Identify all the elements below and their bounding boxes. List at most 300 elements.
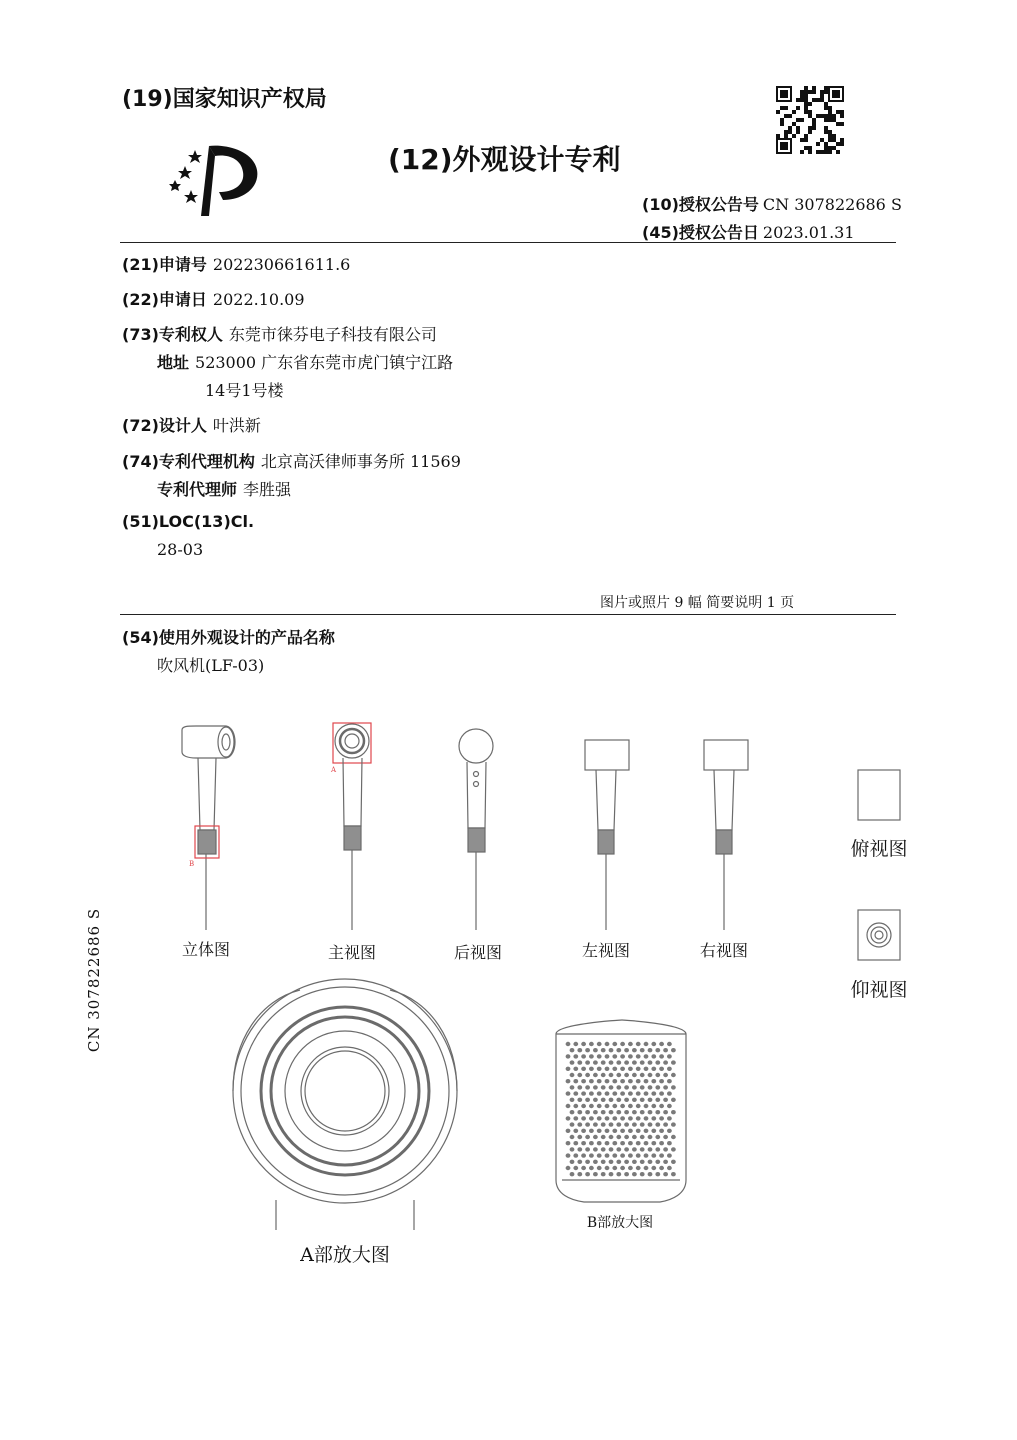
- perforation-dot: [659, 1116, 664, 1120]
- perforation-dot: [581, 1141, 586, 1145]
- perforation-dot: [577, 1098, 582, 1102]
- perforation-dot: [609, 1098, 614, 1102]
- perforation-dot: [605, 1042, 610, 1046]
- perforation-dot: [644, 1141, 649, 1145]
- perforation-dot: [659, 1054, 664, 1058]
- perforation-dot: [667, 1153, 672, 1157]
- perforation-dot: [577, 1122, 582, 1126]
- perforation-dot: [671, 1085, 676, 1089]
- perforation-dot: [655, 1147, 660, 1151]
- perforation-dot: [601, 1060, 606, 1064]
- perforation-dot: [663, 1085, 668, 1089]
- perforation-dot: [581, 1129, 586, 1133]
- front-view-drawing: [333, 723, 371, 930]
- perforation-dot: [609, 1060, 614, 1064]
- perforation-dot: [659, 1067, 664, 1071]
- perforation-dot: [663, 1073, 668, 1077]
- perforation-dot: [648, 1098, 653, 1102]
- perforation-dot: [589, 1116, 594, 1120]
- perforation-dot: [644, 1054, 649, 1058]
- perforation-dot: [573, 1067, 578, 1071]
- perforation-dot: [570, 1060, 575, 1064]
- perforation-dot: [671, 1048, 676, 1052]
- perforation-dot: [636, 1091, 641, 1095]
- perforation-dot: [581, 1067, 586, 1071]
- perforation-dot: [624, 1122, 629, 1126]
- perforation-dot: [609, 1122, 614, 1126]
- perforation-dot: [593, 1048, 598, 1052]
- agent: 李胜强: [243, 480, 292, 499]
- perforation-dot: [570, 1073, 575, 1077]
- marker-a: A: [331, 766, 337, 774]
- perforation-dot: [620, 1153, 625, 1157]
- perforation-dot: [640, 1060, 645, 1064]
- perforation-dot: [616, 1122, 621, 1126]
- perforation-dot: [585, 1060, 590, 1064]
- perforation-dot: [667, 1129, 672, 1133]
- perforation-dot: [628, 1091, 633, 1095]
- perforation-dot: [644, 1129, 649, 1133]
- perforation-dot: [640, 1085, 645, 1089]
- perforation-dot: [616, 1110, 621, 1114]
- perforation-dot: [573, 1054, 578, 1058]
- perforation-dot: [628, 1067, 633, 1071]
- perforation-dot: [671, 1172, 676, 1176]
- perforation-dot: [566, 1116, 571, 1120]
- perforation-dot: [620, 1067, 625, 1071]
- grant-date: 2023.01.31: [762, 223, 855, 242]
- caption-left: 左视图: [581, 941, 631, 960]
- perforation-dot: [601, 1048, 606, 1052]
- perforation-dot: [573, 1116, 578, 1120]
- perforation-dot: [616, 1073, 621, 1077]
- perforation-dot: [648, 1135, 653, 1139]
- perforation-dot: [597, 1054, 602, 1058]
- application-number-label: (21)申请号: [122, 255, 207, 274]
- filing-date: 2022.10.09: [212, 290, 305, 309]
- perforation-dot: [573, 1091, 578, 1095]
- perforation-dot: [570, 1135, 575, 1139]
- perforation-dot: [612, 1042, 617, 1046]
- perforation-dot: [636, 1116, 641, 1120]
- perforation-dot: [609, 1048, 614, 1052]
- perforation-dot: [597, 1091, 602, 1095]
- page-counts: 图片或照片 9 幅 简要说明 1 页: [600, 595, 795, 611]
- detail-a-drawing: [233, 979, 457, 1230]
- perforation-dot: [612, 1067, 617, 1071]
- perforation-dot: [566, 1141, 571, 1145]
- perforation-dot: [644, 1104, 649, 1108]
- right-view-drawing: [704, 740, 748, 930]
- perforation-dot: [655, 1098, 660, 1102]
- perforation-dot: [589, 1153, 594, 1157]
- perforation-dot: [640, 1048, 645, 1052]
- perspective-view-drawing: [182, 726, 235, 930]
- perforation-dot: [644, 1116, 649, 1120]
- perforation-dot: [597, 1104, 602, 1108]
- perforation-dot: [663, 1098, 668, 1102]
- perforation-dot: [597, 1166, 602, 1170]
- perforation-dot: [581, 1116, 586, 1120]
- perforation-dot: [585, 1085, 590, 1089]
- perforation-dot: [636, 1141, 641, 1145]
- perforation-dot: [655, 1060, 660, 1064]
- perforation-dot: [640, 1073, 645, 1077]
- perforation-dot: [640, 1110, 645, 1114]
- perforation-dot: [671, 1098, 676, 1102]
- perforation-dot: [667, 1042, 672, 1046]
- perforation-dot: [577, 1060, 582, 1064]
- perforation-dot: [566, 1153, 571, 1157]
- perforation-dot: [620, 1129, 625, 1133]
- perforation-dot: [585, 1172, 590, 1176]
- perforation-dot: [593, 1135, 598, 1139]
- perforation-dot: [605, 1054, 610, 1058]
- perforation-dot: [609, 1160, 614, 1164]
- perforation-dot: [581, 1079, 586, 1083]
- perforation-dot: [624, 1172, 629, 1176]
- perforation-dot: [644, 1067, 649, 1071]
- perforation-dot: [605, 1166, 610, 1170]
- perforation-dot: [597, 1042, 602, 1046]
- perforation-dot: [573, 1153, 578, 1157]
- detail-b-drawing: [556, 1020, 686, 1202]
- perforation-dot: [593, 1085, 598, 1089]
- perforation-dot: [624, 1110, 629, 1114]
- perforation-dot: [612, 1153, 617, 1157]
- perforation-dot: [612, 1129, 617, 1133]
- perforation-dot: [612, 1079, 617, 1083]
- perforation-dot: [605, 1104, 610, 1108]
- perforation-dot: [589, 1104, 594, 1108]
- perforation-dot: [566, 1104, 571, 1108]
- perforation-dot: [632, 1085, 637, 1089]
- perforation-dot: [616, 1160, 621, 1164]
- perforation-dot: [620, 1141, 625, 1145]
- perforation-dot: [585, 1098, 590, 1102]
- perforation-dot: [585, 1048, 590, 1052]
- perforation-dot: [655, 1085, 660, 1089]
- perforation-dot: [644, 1166, 649, 1170]
- perforation-dot: [667, 1116, 672, 1120]
- perforation-dot: [628, 1116, 633, 1120]
- perforation-dot: [648, 1110, 653, 1114]
- caption-rear: 后视图: [453, 943, 503, 962]
- perforation-dot: [597, 1079, 602, 1083]
- perforation-dot: [566, 1042, 571, 1046]
- perforation-dot: [651, 1042, 656, 1046]
- perforation-dot: [616, 1172, 621, 1176]
- perforation-dot: [566, 1079, 571, 1083]
- agency-label: (74)专利代理机构: [122, 452, 255, 471]
- perforation-dot: [589, 1166, 594, 1170]
- designer-label: (72)设计人: [122, 416, 207, 435]
- perforation-dot: [655, 1135, 660, 1139]
- perforation-dot: [620, 1116, 625, 1120]
- perforation-dot: [663, 1135, 668, 1139]
- perforation-dot: [577, 1172, 582, 1176]
- perforation-dot: [573, 1104, 578, 1108]
- patentee-label: (73)专利权人: [122, 325, 223, 344]
- perforation-dot: [597, 1067, 602, 1071]
- perforation-dot: [585, 1160, 590, 1164]
- perforation-dot: [651, 1153, 656, 1157]
- perforation-dot: [605, 1129, 610, 1133]
- perforation-dot: [667, 1141, 672, 1145]
- caption-top: 俯视图: [850, 838, 908, 860]
- perforation-dot: [644, 1079, 649, 1083]
- perforation-dot: [566, 1054, 571, 1058]
- perforation-dot: [581, 1042, 586, 1046]
- perforation-dot: [671, 1122, 676, 1126]
- perforation-dot: [593, 1122, 598, 1126]
- perforation-dot: [581, 1054, 586, 1058]
- perforation-dot: [632, 1098, 637, 1102]
- perforation-dot: [570, 1147, 575, 1151]
- perforation-dot: [648, 1073, 653, 1077]
- perforation-dot: [577, 1160, 582, 1164]
- perforation-dot: [636, 1166, 641, 1170]
- perforation-dot: [609, 1135, 614, 1139]
- perforation-dot: [601, 1122, 606, 1126]
- perforation-dot: [640, 1147, 645, 1151]
- marker-b: B: [189, 860, 195, 868]
- perforation-dot: [573, 1042, 578, 1046]
- perforation-dot: [648, 1122, 653, 1126]
- perforation-dot: [651, 1054, 656, 1058]
- perforation-dot: [601, 1172, 606, 1176]
- perforation-dot: [605, 1141, 610, 1145]
- perforation-dot: [628, 1166, 633, 1170]
- perforation-dot: [589, 1054, 594, 1058]
- perforation-dot: [601, 1110, 606, 1114]
- perforation-dot: [605, 1116, 610, 1120]
- perforation-dot: [651, 1129, 656, 1133]
- side-publication-number: CN 307822686 S: [85, 907, 103, 1053]
- perforation-dot: [597, 1141, 602, 1145]
- perforation-dot: [605, 1079, 610, 1083]
- perforation-dot: [577, 1048, 582, 1052]
- perforation-dot: [570, 1160, 575, 1164]
- perforation-dot: [570, 1172, 575, 1176]
- perforation-dot: [659, 1079, 664, 1083]
- perforation-dot: [593, 1098, 598, 1102]
- perforation-dot: [655, 1110, 660, 1114]
- perforation-dot: [620, 1079, 625, 1083]
- perforation-dot: [667, 1079, 672, 1083]
- perforation-dot: [632, 1110, 637, 1114]
- perforation-dot: [663, 1110, 668, 1114]
- perforation-dot: [620, 1104, 625, 1108]
- perforation-dot: [577, 1147, 582, 1151]
- perforation-dot: [648, 1147, 653, 1151]
- perforation-dot: [616, 1048, 621, 1052]
- perforation-dot: [632, 1172, 637, 1176]
- perforation-dot: [570, 1048, 575, 1052]
- perforation-dot: [612, 1166, 617, 1170]
- perforation-dot: [609, 1110, 614, 1114]
- perforation-dot: [663, 1172, 668, 1176]
- perforation-dot: [601, 1073, 606, 1077]
- perforation-dot: [573, 1129, 578, 1133]
- perforation-dot: [620, 1091, 625, 1095]
- perforation-dot: [597, 1116, 602, 1120]
- perforation-dot: [640, 1135, 645, 1139]
- perforation-dot: [585, 1073, 590, 1077]
- perforation-dot: [651, 1166, 656, 1170]
- perforation-dot: [628, 1129, 633, 1133]
- perforation-dot: [663, 1048, 668, 1052]
- perforation-dot: [628, 1153, 633, 1157]
- perforation-dot: [577, 1135, 582, 1139]
- perforation-dot: [616, 1098, 621, 1102]
- perforation-dot: [581, 1153, 586, 1157]
- address-line1: 523000 广东省东莞市虎门镇宁江路: [195, 353, 454, 372]
- perforation-dot: [671, 1073, 676, 1077]
- perforation-dot: [601, 1085, 606, 1089]
- bottom-view-drawing: [858, 910, 900, 960]
- perforation-dot: [589, 1141, 594, 1145]
- perforation-dot: [616, 1135, 621, 1139]
- perforation-dot: [566, 1091, 571, 1095]
- perforation-dot: [648, 1172, 653, 1176]
- perforation-dot: [612, 1091, 617, 1095]
- filing-date-label: (22)申请日: [122, 290, 207, 309]
- perforation-dot: [589, 1042, 594, 1046]
- rear-view-drawing: [459, 729, 493, 930]
- perforation-dot: [655, 1160, 660, 1164]
- perforation-dot: [577, 1085, 582, 1089]
- caption-front: 主视图: [327, 943, 377, 962]
- perforation-dot: [628, 1054, 633, 1058]
- perforation-dot: [651, 1116, 656, 1120]
- perforation-dot: [663, 1060, 668, 1064]
- product-name: 吹风机(LF-03): [157, 656, 265, 675]
- perforation-dot: [589, 1091, 594, 1095]
- caption-bottom: 仰视图: [850, 979, 908, 1001]
- perforation-dot: [616, 1147, 621, 1151]
- perforation-dot: [585, 1110, 590, 1114]
- perforation-dot: [632, 1160, 637, 1164]
- document-type: (12)外观设计专利: [388, 143, 621, 176]
- caption-detail-b: B部放大图: [586, 1215, 654, 1231]
- perforation-dot: [605, 1153, 610, 1157]
- perforation-dot: [671, 1135, 676, 1139]
- perforation-dot: [573, 1166, 578, 1170]
- loc-class: 28-03: [157, 540, 204, 559]
- perforation-dot: [640, 1172, 645, 1176]
- perforation-dot: [601, 1147, 606, 1151]
- perforation-dot: [624, 1060, 629, 1064]
- perforation-dot: [671, 1160, 676, 1164]
- perforation-dot: [659, 1129, 664, 1133]
- address-line2: 14号1号楼: [205, 381, 284, 400]
- perforation-dot: [667, 1054, 672, 1058]
- perforation-dot: [581, 1166, 586, 1170]
- perforation-dot: [570, 1122, 575, 1126]
- application-number: 202230661611.6: [212, 255, 351, 274]
- perforation-dot: [589, 1079, 594, 1083]
- perforation-dot: [593, 1060, 598, 1064]
- perforation-dot: [612, 1141, 617, 1145]
- perforation-dot: [570, 1085, 575, 1089]
- office-name: (19)国家知识产权局: [122, 87, 327, 112]
- caption-right: 右视图: [699, 941, 749, 960]
- grant-number: CN 307822686 S: [762, 195, 902, 214]
- perforation-dot: [663, 1122, 668, 1126]
- left-view-drawing: [585, 740, 629, 930]
- perforation-dot: [636, 1054, 641, 1058]
- perforation-dot: [620, 1166, 625, 1170]
- perforation-dot: [605, 1067, 610, 1071]
- perforation-dot: [612, 1054, 617, 1058]
- perforation-dot: [632, 1122, 637, 1126]
- perforation-dot: [655, 1048, 660, 1052]
- perforation-dot: [612, 1116, 617, 1120]
- perforation-dot: [566, 1067, 571, 1071]
- perforation-dot: [671, 1110, 676, 1114]
- perforation-dot: [640, 1160, 645, 1164]
- perforation-dot: [640, 1122, 645, 1126]
- perforation-dot: [667, 1166, 672, 1170]
- perforation-dot: [651, 1067, 656, 1071]
- perforation-dot: [663, 1147, 668, 1151]
- grant-number-label: (10)授权公告号: [642, 195, 759, 214]
- perforation-dot: [651, 1104, 656, 1108]
- perforation-dot: [609, 1172, 614, 1176]
- perforation-dot: [659, 1153, 664, 1157]
- perforation-dot: [644, 1153, 649, 1157]
- grant-date-label: (45)授权公告日: [642, 223, 759, 242]
- perforation-dot: [636, 1104, 641, 1108]
- perforation-dot: [601, 1135, 606, 1139]
- perforation-dot: [651, 1079, 656, 1083]
- perforation-dot: [624, 1135, 629, 1139]
- perforation-dot: [593, 1172, 598, 1176]
- perforation-dot: [601, 1098, 606, 1102]
- perforation-dot: [655, 1172, 660, 1176]
- perforation-dot: [570, 1110, 575, 1114]
- perforation-dot: [667, 1067, 672, 1071]
- perforation-dot: [636, 1129, 641, 1133]
- perforation-dot: [636, 1079, 641, 1083]
- perforation-dot: [632, 1060, 637, 1064]
- perforation-dot: [632, 1073, 637, 1077]
- perforation-dot: [616, 1085, 621, 1089]
- perforation-dot: [624, 1085, 629, 1089]
- perforation-dot: [659, 1166, 664, 1170]
- caption-detail-a: A部放大图: [300, 1244, 390, 1266]
- caption-perspective: 立体图: [181, 940, 231, 959]
- perforation-dot: [659, 1104, 664, 1108]
- perforation-dot: [648, 1048, 653, 1052]
- perforation-dot: [636, 1153, 641, 1157]
- perforation-dot: [624, 1073, 629, 1077]
- perforation-dot: [585, 1135, 590, 1139]
- address-label: 地址: [157, 353, 190, 372]
- perforation-dot: [628, 1104, 633, 1108]
- designer: 叶洪新: [212, 416, 261, 435]
- perforation-dot: [628, 1141, 633, 1145]
- perforation-dot: [589, 1129, 594, 1133]
- product-label: (54)使用外观设计的产品名称: [122, 628, 335, 647]
- perforation-dot: [573, 1079, 578, 1083]
- perforation-dot: [659, 1091, 664, 1095]
- perforation-dot: [632, 1147, 637, 1151]
- perforation-dot: [644, 1091, 649, 1095]
- perforation-dot: [593, 1147, 598, 1151]
- perforation-dot: [663, 1160, 668, 1164]
